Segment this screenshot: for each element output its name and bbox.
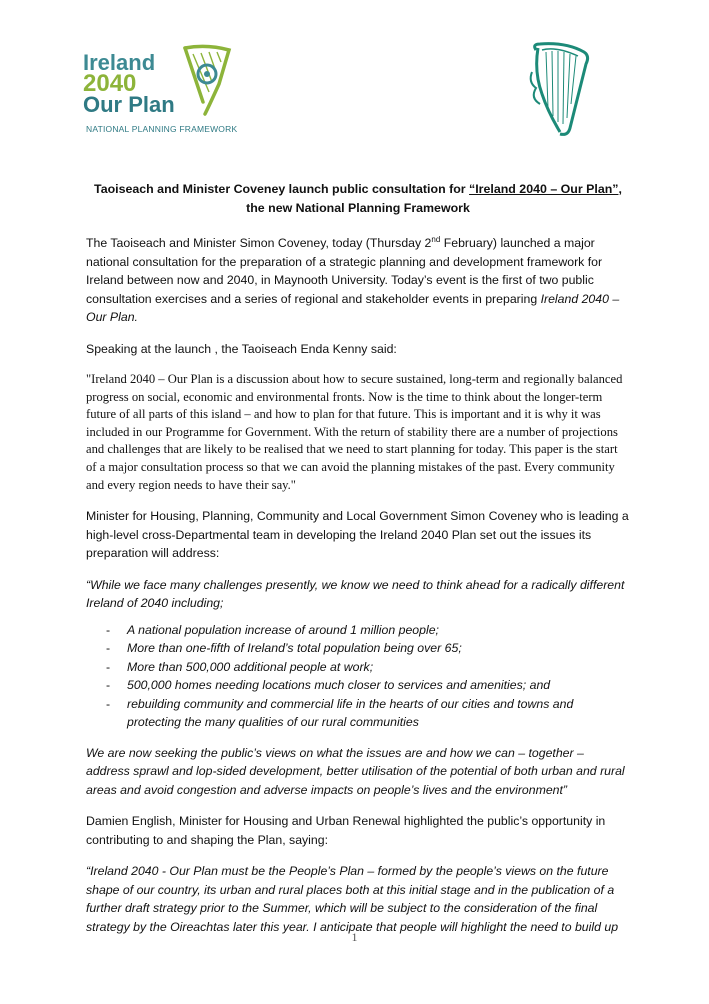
headline-part1: Taoiseach and Minister Coveney launch public consultation for — [94, 182, 470, 196]
list-item: - More than 500,000 additional people at work; — [86, 658, 630, 677]
ireland-2040-logo — [83, 44, 243, 139]
speaking-paragraph: Speaking at the launch , the Taoiseach Enda Kenny said: — [86, 341, 397, 356]
headline-plan-name: “Ireland 2040 – Our Plan” — [469, 182, 619, 196]
taoiseach-quote: "Ireland 2040 – Our Plan is a discussion about how to secure sustained, long-term and regionally balanced progress on social, economic and environmental fronts. Now is the time to think about the longer-term future of all parts of this island – and how to plan for that future. This is important and it is why it was included in our Programme for Government. With the return of stability there are a number of projections and challenges that are likely to be realised that we need to start planning for today. This paper is the start of a major consultation process so that we can avoid the planning mistakes of the past. Every community and every region needs to have their say." — [86, 372, 623, 492]
logo-subtitle: NATIONAL PLANNING FRAMEWORK — [86, 124, 238, 134]
english-paragraph: Damien English, Minister for Housing and Urban Renewal highlighted the public’s opportunity in contributing to and shaping the Plan, saying: — [86, 814, 606, 847]
logo-wordmark — [83, 52, 175, 115]
intro-paragraph — [86, 231, 630, 327]
coveney-quote-close: We are now seeking the public’s views on what the issues are and how we can – together – address sprawl and lop-sided development, better utilisation of the potential of both urban and rural areas and avoid congestion and adverse impacts on people’s lives and the environment” — [86, 745, 625, 797]
logo-harp-icon — [179, 44, 235, 116]
headline — [86, 180, 630, 218]
harp-icon — [526, 42, 594, 138]
headline-part2: , the new National Planning Framework — [246, 182, 622, 215]
list-item: - A national population increase of around 1 million people; — [86, 621, 630, 640]
coveney-quote-intro: “While we face many challenges presently, we know we need to think ahead for a radically different Ireland of 2040 including; — [86, 577, 625, 611]
intro-plan-name: Ireland 2040 – Our Plan. — [86, 291, 620, 325]
list-item: - rebuilding community and commercial life in the hearts of our cities and towns and protecting the many qualities of our rural communities — [86, 695, 630, 732]
list-item: - 500,000 homes needing locations much closer to services and amenities; and — [86, 676, 630, 695]
logo-line-ireland: Ireland — [83, 50, 156, 75]
intro-text-a: The Taoiseach and Minister Simon Coveney, today (Thursday 2 — [86, 236, 432, 251]
logo-line-our-plan: Our Plan — [83, 92, 175, 117]
page-number: 1 — [351, 930, 358, 944]
logo-line-2040: 2040 — [83, 70, 137, 97]
intro-text-b: February) launched a major national consultation for the preparation of a strategic planning and development framework for Ireland between now and 2040, in Maynooth University. Today’s event is the first of two public consultation exercises and a series of regional and stakeholder events in preparing — [86, 236, 603, 306]
list-item: - More than one-fifth of Ireland’s total population being over 65; — [86, 639, 630, 658]
english-quote: “Ireland 2040 - Our Plan must be the People’s Plan – formed by the people’s views on the future shape of our country, its urban and rural places both at this initial stage and in the publication of a further draft strategy prior to the Summer, which will be subject to the consideration of the final strategy by the Oireachtas later this year. I anticipate that people will highlight the need to build up — [86, 864, 619, 934]
intro-sup: nd — [431, 235, 441, 244]
challenges-list — [86, 621, 630, 732]
press-release-body — [86, 180, 630, 949]
coveney-paragraph: Minister for Housing, Planning, Community and Local Government Simon Coveney who is leading a high-level cross-Departmental team in developing the Ireland 2040 Plan set out the issues its preparation will address: — [86, 509, 629, 561]
